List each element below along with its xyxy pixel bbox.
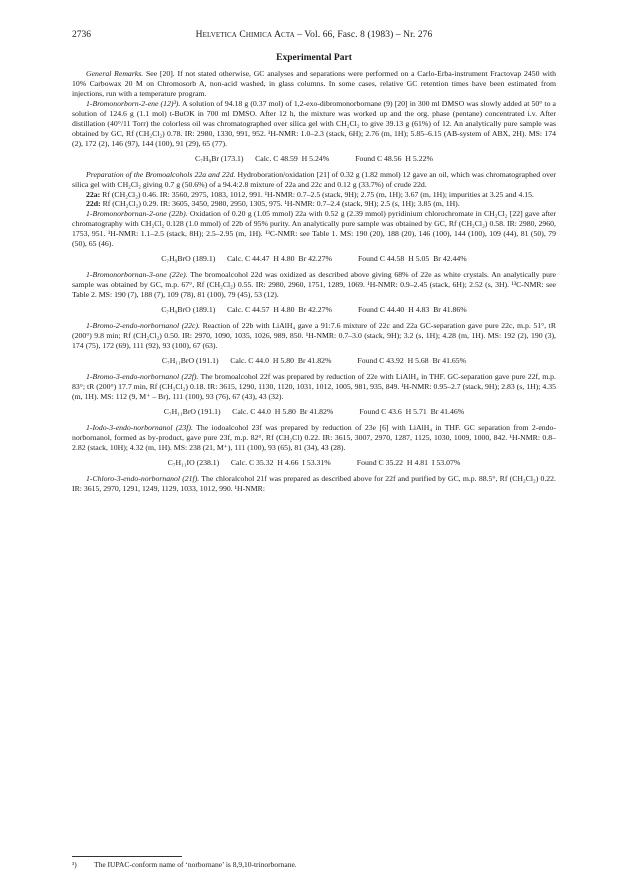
paragraph-lead: General Remarks.	[86, 69, 144, 78]
paragraph-22f	[72, 372, 556, 402]
paragraph-lead: 1-Bromonorbornan-2-one (22b).	[86, 209, 188, 219]
elemental-analysis	[72, 254, 556, 264]
paragraph-lead: 1-Bromo-3-endo-norbornanol (22f).	[86, 371, 199, 381]
paragraph-lead: Preparation of the Bromoalcohols 22a and 22d.	[86, 169, 236, 179]
footnote-marker: ³)	[72, 860, 77, 869]
paragraph-text: See [20]. If not stated otherwise, GC analyses and separations were performed on a Carlo-Erba-instrument Fractovap 2450 with 10% Carbowax 20 M on Chromosorb A, non-acid washed, in glass columns. In some cases, relative GC retention times have been estimated from injections, run with a temperature program.	[72, 69, 556, 98]
section-title: Experimental Part	[276, 53, 352, 63]
analysis-calc: Calc. C 44.0 H 5.80 Br 41.82%	[232, 406, 334, 416]
journal-name: Helvetica Chimica Acta	[195, 30, 295, 40]
analysis-found: Found C 44.58 H 5.05 Br 42.44%	[358, 254, 467, 264]
page-number: 2736	[72, 30, 91, 40]
analysis-found: Found C 44.40 H 4.83 Br 41.86%	[358, 305, 467, 315]
paragraph-lead: 1-Chloro-3-endo-norbornanol (21f).	[86, 473, 200, 483]
footnote	[72, 860, 556, 870]
paragraph-lead: 1-Bromo-2-endo-norbornanol (22c).	[86, 321, 200, 331]
analysis-found: Found C 43.6 H 5.71 Br 41.46%	[359, 406, 465, 416]
elemental-analysis	[72, 458, 556, 468]
paragraph-22b	[72, 209, 556, 249]
paragraph-22e	[72, 270, 556, 300]
analysis-calc: Calc. C 44.0 H 5.80 Br 41.82%	[230, 355, 332, 365]
analysis-formula: C₇H₁₁IO (238.1)	[167, 457, 220, 467]
paragraph-text: Reaction of 22b with LiAlH₄ gave a 91:7.6 mixture of 22c and 22a GC-separation gave pure 22c, m.p. 51°, tR (200°) 9.8 min; Rf (CH₂Cl₂) 0.50. IR: 2970, 1090, 1035, 1026, 989, 850. ¹H-NMR: 0.7–3.0 (stack, 9H); 3.2 (s, 1H); 4.28 (m, 1H). MS: 192 (2), 190 (3), 174 (75), 172 (69), 111 (92), 93 (100), 67 (63).	[72, 321, 557, 351]
analysis-found: Found C 48.56 H 5.22%	[355, 153, 433, 163]
paragraph-lead: 1-Iodo-3-endo-norbornanol (23f).	[86, 422, 193, 432]
paragraph-text: The chloralcohol 21f was prepared as described above for 22f and purified by GC, m.p. 88.5°, Rf (CH₂Cl₂) 0.22. IR: 3615, 2970, 1291, 1249, 1129, 1033, 1012, 990. ¹H-NMR:	[72, 473, 556, 493]
analysis-formula: C₇H₉BrO (189.1)	[161, 254, 216, 264]
analysis-found: Found C 35.22 H 4.81 I 53.07%	[356, 457, 461, 467]
paragraph-23f	[72, 423, 556, 453]
article-body	[72, 69, 556, 494]
paragraph-general-remarks	[72, 69, 556, 99]
footnote-rule	[72, 856, 182, 857]
paragraph-text: The bromoalcohol 22f was prepared by reduction of 22e with LiAlH₄ in THF. GC-separation gave pure 22f, m.p. 83°; tR (200°) 17.7 min, Rf (CH₂Cl₂) 0.18. IR: 3615, 1290, 1130, 1120, 1031, 1012, 1005, 981, 935, 849. ¹H-NMR: 0.95–2.7 (stack, 9H); 2.83 (s, 1H); 4.35 (m, 1H). MS: 112 (9, M⁺ – Br), 111 (100), 93 (76), 67 (43), 43 (32).	[72, 371, 556, 401]
analysis-formula: C₇H₉Br (173.1)	[195, 153, 244, 163]
paragraph-text: The iodoalcohol 23f was prepared by reduction of 23e [6] with LiAlH₄ in THF. GC separation from 2-endo-norbornanol, formed as by-product, gave pure 23f, m.p. 82°, Rf (CH₂Cl) 0.22. IR: 3615, 3007, 2970, 1287, 1125, 1030, 1009, 1000, 842. ¹H-NMR: 0.8–2.82 (stack, 10H); 4.32 (m, 1H). MS: 238 (21, M⁺), 111 (100), 93 (65), 81 (34), 43 (28).	[72, 422, 556, 452]
paragraph-text: Hydroboration/oxidation [21] of 0.32 g (1.82 mmol) 12 gave an oil, which was chromatographed over silica gel with CH₂Cl₂ giving 0.7 g (50.6%) of a 94.4:2.8 mixture of 22a and 22c and 0.12 g (33.7%) of crude 22d.	[72, 169, 556, 189]
analysis-formula: C₇H₉BrO (189.1)	[161, 305, 216, 315]
paragraph-lead: 22d:	[86, 199, 101, 209]
paragraph-22d	[72, 199, 556, 209]
analysis-calc: Calc. C 44.47 H 4.80 Br 42.27%	[226, 254, 332, 264]
paragraph-text: The bromoalcohol 22d was oxidized as described above giving 68% of 22e as white crystals. An analytically pure sample was obtained by GC, m.p. 67°, Rf (CH₂Cl₂) 0.55. IR: 2980, 2960, 1751, 1289, 1069. ¹H-NMR: 0.9–2.45 (stack, 6H); 2.52 (s, 3H). ¹³C-NMR: see Table 2. MS: 190 (7), 188 (7), 109 (78), 81 (100), 79 (45), 53 (12).	[72, 270, 556, 300]
analysis-calc: Calc. C 35.32 H 4.66 I 53.31%	[230, 457, 331, 467]
paragraph-22a	[72, 190, 556, 200]
journal-volume: – Vol. 66, Fasc. 8 (1983) – Nr. 276	[294, 30, 433, 40]
paragraph-lead: 22a:	[86, 189, 101, 199]
paragraph-21f	[72, 474, 556, 494]
paragraph-compound-12	[72, 99, 556, 149]
footnote-text: The IUPAC-conform name of ‘norbornane’ is 8,9,10-trinorbornane.	[94, 860, 297, 869]
elemental-analysis	[72, 356, 556, 366]
elemental-analysis	[72, 407, 556, 417]
paragraph-lead: 1-Bromonorborn-2-ene (12)³).	[86, 98, 181, 108]
paragraph-text: Rf (CH₂Cl₂) 0.29. IR: 3605, 3450, 2980, 2950, 1305, 975. ¹H-NMR: 0.7–2.4 (stack, 9H); 2.5 (s, 1H); 3.85 (m, 1H).	[100, 199, 460, 209]
analysis-formula: C₇H₁₁BrO (191.1)	[161, 355, 219, 365]
paragraph-text: A solution of 94.18 g (0.37 mol) of 1,2-exo-dibromonorbornane (9) [20] in 300 ml DMSO was slowly added at 50° to a solution of 124.6 g (1.1 mol) t-BuOK in 700 ml DMSO. After 12 h, the mixture was worked up and the org. phase (pentane) concentrated i.v. After distillation (40°/11 Torr) the colorless oil was chromatographed over silica gel with CH₂Cl₂ to give 39.13 g (61%) of 12. An analytically pure sample was obtained by GC, Rf (CH₂Cl₂) 0.78. IR: 2980, 1330, 991, 952. ¹H-NMR: 1.0–2.3 (stack, 6H); 2.76 (m, 1H); 5.85–6.15 (AB-system of ABX, 2H). MS: 174 (2), 172 (2), 146 (97), 144 (100), 91 (29), 65 (77).	[72, 98, 556, 148]
elemental-analysis	[72, 305, 556, 315]
analysis-formula: C₇H₁₁BrO (191.1)	[163, 406, 221, 416]
journal-reference	[72, 28, 556, 42]
paragraph-lead: 1-Bromonorbornan-3-one (22e).	[86, 270, 188, 280]
elemental-analysis	[72, 154, 556, 164]
running-header	[72, 28, 556, 42]
paragraph-bromoalcohols	[72, 170, 556, 190]
paragraph-22c	[72, 321, 556, 351]
paragraph-text: Oxidation of 0.20 g (1.05 mmol) 22a with 0.52 g (2.39 mmol) pyridinium chlorochromate in CH₂Cl₂ [22] gave after chromatography with CH₂Cl₂ 0.128 (1.0 mmol) of 22b of 95% purity. An analytically pure sample was obtained by GC, Rf (CH₂Cl₂) 0.58. IR: 2980, 2960, 1753, 951. ¹H-NMR: 1.1–2.5 (stack, 8H); 2.5–2.95 (m, 1H). ¹³C-NMR: see Table 1. MS: 190 (20), 188 (20), 146 (100), 144 (100), 109 (44), 81 (50), 79 (50), 65 (46).	[72, 209, 557, 249]
analysis-found: Found C 43.92 H 5.68 Br 41.65%	[357, 355, 467, 365]
analysis-calc: Calc. C 48.59 H 5.24%	[255, 153, 330, 163]
analysis-calc: Calc. C 44.57 H 4.80 Br 42.27%	[226, 305, 332, 315]
paragraph-text: Rf (CH₂Cl₂) 0.46. IR: 3560, 2975, 1083, 1012, 991. ¹H-NMR: 0.7–2.5 (stack, 9H); 2.75 (m, 1H); 3.67 (m, 1H); impurities at 3.25 and 4.15.	[100, 189, 534, 199]
